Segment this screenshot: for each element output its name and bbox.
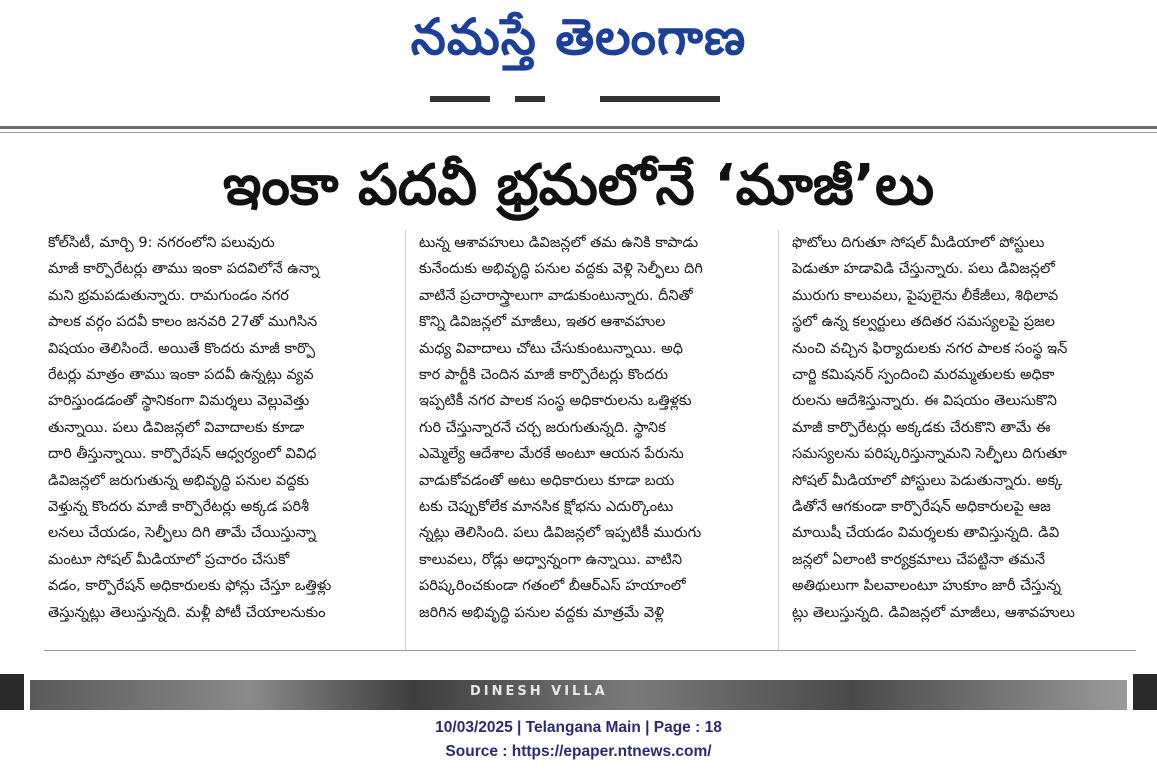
article-text-line: వెళ్తున్న కొందరు మాజీ కార్పొరేటర్లు అక్కడ పరిశీ <box>48 499 310 516</box>
article-column-2 <box>419 230 761 650</box>
article-text-line: ఇప్పటికీ నగర పాలక సంస్థ అధికారులను ఒత్తిళ్లకు <box>419 393 692 410</box>
article-text-line: ట్లు తెలుస్తున్నది. డివిజన్లలో మాజీలు, ఆశావహులు <box>792 604 1075 621</box>
masthead-rule-thin <box>0 132 1157 133</box>
masthead <box>0 0 1157 100</box>
article-text-line: మని భ్రమపడుతున్నారు. రామగుండం నగర <box>48 287 289 304</box>
article-text-line: టున్న ఆశావహులు డివిజన్లలో తమ ఉనికి కాపాడు <box>419 235 699 251</box>
masthead-divider-mark <box>430 96 490 102</box>
article-text-line: మాయిషీ చేయడం విమర్శలకు తావిస్తున్నది. డివి <box>792 525 1060 542</box>
article-text-line: పాలక వర్గం పదవీ కాలం జనవరి 27తో ముగిసిన <box>48 314 318 331</box>
article-text-line: హరిస్తుండడంతో స్థానికంగా విమర్శలు వెల్లువెత్తు <box>48 393 310 410</box>
masthead-title: నమస్తే తెలంగాణ <box>410 8 747 66</box>
article-column-3 <box>792 230 1134 650</box>
article-text-line: నుంచి వచ్చిన ఫిర్యాదులకు నగర పాలక సంస్థ ఇన్ <box>792 340 1068 357</box>
column-divider <box>778 230 779 650</box>
article-text-line: స్థలో ఉన్న కల్వర్టులు తదితర సమస్యలపై ప్రజల <box>792 314 1055 331</box>
article-text-line: విషయం తెలిసిందే. అయితే కొందరు మాజీ కార్పొ <box>48 340 316 357</box>
article-text-line: చార్జి కమిషనర్ స్పందించి మరమ్మతులకు అధికా <box>792 367 1055 384</box>
article-text-line: సోషల్ మీడియాలో పోస్టులు పెడుతున్నారు. అక్క <box>792 472 1063 489</box>
article-text-line: దారి తీస్తున్నాయి. కార్పొరేషన్ ఆధ్వర్యంలో వివిధ <box>48 446 317 463</box>
article-text-line: జరిగిన అభివృద్ధి పనుల వద్దకు మాత్రమే వెళ్లి <box>419 604 664 621</box>
article-text-line: రులను ఆదేశిస్తున్నారు. ఈ విషయం తెలుసుకొని <box>792 393 1057 410</box>
article-text-line: మంటూ సోషల్ మీడియాలో ప్రచారం చేసుకో <box>48 551 290 568</box>
article-text-line: మురుగు కాలువలు, పైపులైను లీకేజీలు, శిథిలావ <box>792 287 1059 304</box>
article-text-line: కునేందుకు అభివృద్ధి పనుల వద్దకు వెళ్లి సెల్ఫీలు దిగి <box>419 261 703 278</box>
footer-source-link[interactable]: Source : https://epaper.ntnews.com/ <box>445 743 712 760</box>
article-text-line: గురి చేస్తున్నారనే చర్చ జరుగుతున్నది. స్థానిక <box>419 419 666 436</box>
article-text-line: తున్నాయి. పలు డివిజన్లలో వివాదాలకు కూడా <box>48 419 305 436</box>
article-text-line: మాజీ కార్పొరేటర్లు తాము ఇంకా పదవిలోనే ఉన్నా <box>48 261 320 278</box>
masthead-rule <box>0 126 1157 129</box>
article-text-line: మధ్య వివాదాలు చోటు చేసుకుంటున్నాయి. అధి <box>419 340 683 357</box>
page-footer <box>0 716 1157 764</box>
article-text-line: ఫొటోలు దిగుతూ సోషల్ మీడియాలో పోస్టులు <box>792 235 1045 251</box>
footer-edition-info: 10/03/2025 | Telangana Main | Page : 18 <box>435 719 722 736</box>
article-text-line: కొన్ని డివిజన్లలో మాజీలు, ఇతర ఆశావహుల <box>419 314 666 331</box>
photo-frame-edge <box>1133 674 1157 710</box>
article-text-line: ఎమ్మెల్యే ఆదేశాల మేరకే అంటూ ఆయన పేరును <box>419 446 684 463</box>
article-text-line: పరిష్కరించకుండా గతంలో బీఆర్ఎస్ హయాంలో <box>419 578 686 595</box>
article-text-line: కోల్‌సిటీ, మార్చి 9: నగరంలోని పలువురు <box>48 235 275 251</box>
article-text-line: లనలు చేయడం, సెల్ఫీలు దిగి తామే చేయిస్తున్నా <box>48 525 317 542</box>
article-column-1 <box>48 230 390 650</box>
masthead-divider-mark <box>515 96 545 102</box>
article-text-line: పెడుతూ హడావిడి చేస్తున్నారు. పలు డివిజన్లలో <box>792 261 1055 278</box>
article-text-line: మాజీ కార్పొరేటర్లు అక్కడకు చేరుకొని తామే ఈ <box>792 419 1051 436</box>
article-text-line: న్నట్లు తెలిసింది. పలు డివిజన్లలో ఇప్పటికీ మురుగు <box>419 525 702 542</box>
column-divider <box>405 230 406 650</box>
article-text-line: జన్లలో ఏలాంటి కార్యక్రమాలు చేపట్టినా తమనే <box>792 551 1046 568</box>
article-bottom-rule <box>44 650 1136 651</box>
article-text-line: సమస్యలను పరిష్కరిస్తున్నామని సెల్ఫీలు దిగుతూ <box>792 446 1067 463</box>
article-text-line: డితోనే ఆగకుండా కార్పొరేషన్ అధికారులపై ఆజ <box>792 499 1051 516</box>
article-headline: ఇంకా పదవీ భ్రమలోనే ‘మాజీ’లు <box>222 153 935 218</box>
photo-frame-edge <box>0 674 24 710</box>
article-text-line: వాడుకోవడంతో అటు అధికారులు కూడా బయ <box>419 472 675 489</box>
article-body <box>48 230 1138 650</box>
article-text-line: డివిజన్లలో జరుగుతున్న అభివృద్ధి పనుల వద్దకు <box>48 472 310 489</box>
article-text-line: అతిథులుగా పిలవాలంటూ హుకూం జారీ చేస్తున్న <box>792 578 1061 595</box>
article-text-line: కార పార్టీకి చెందిన మాజీ కార్పొరేటర్లు కొందరు <box>419 367 669 384</box>
article-text-line: వాటినే ప్రచారాస్త్రాలుగా వాడుకుంటున్నారు. దీనితో <box>419 287 693 304</box>
article-text-line: తెస్తున్నట్లు తెలుస్తున్నది. మళ్లీ పోటీ చేయాలనుకుం <box>48 604 326 621</box>
article-text-line: రేటర్లు మాత్రం తాము ఇంకా పదవీ ఉన్నట్లు వ్యవ <box>48 367 314 384</box>
article-text-line: వడం, కార్పొరేషన్ అధికారులకు ఫోన్లు చేస్తూ ఒత్తిళ్లు <box>48 578 332 595</box>
article-text-line: టకు చెప్పుకోలేక మానసిక క్షోభను ఎదుర్కొంటు <box>419 499 674 516</box>
masthead-divider-mark <box>600 96 720 102</box>
article-text-line: కాలువలు, రోడ్లు అధ్వాన్నంగా ఉన్నాయి. వాటిని <box>419 551 683 568</box>
photo-caption: DINESH VILLA <box>470 684 608 699</box>
